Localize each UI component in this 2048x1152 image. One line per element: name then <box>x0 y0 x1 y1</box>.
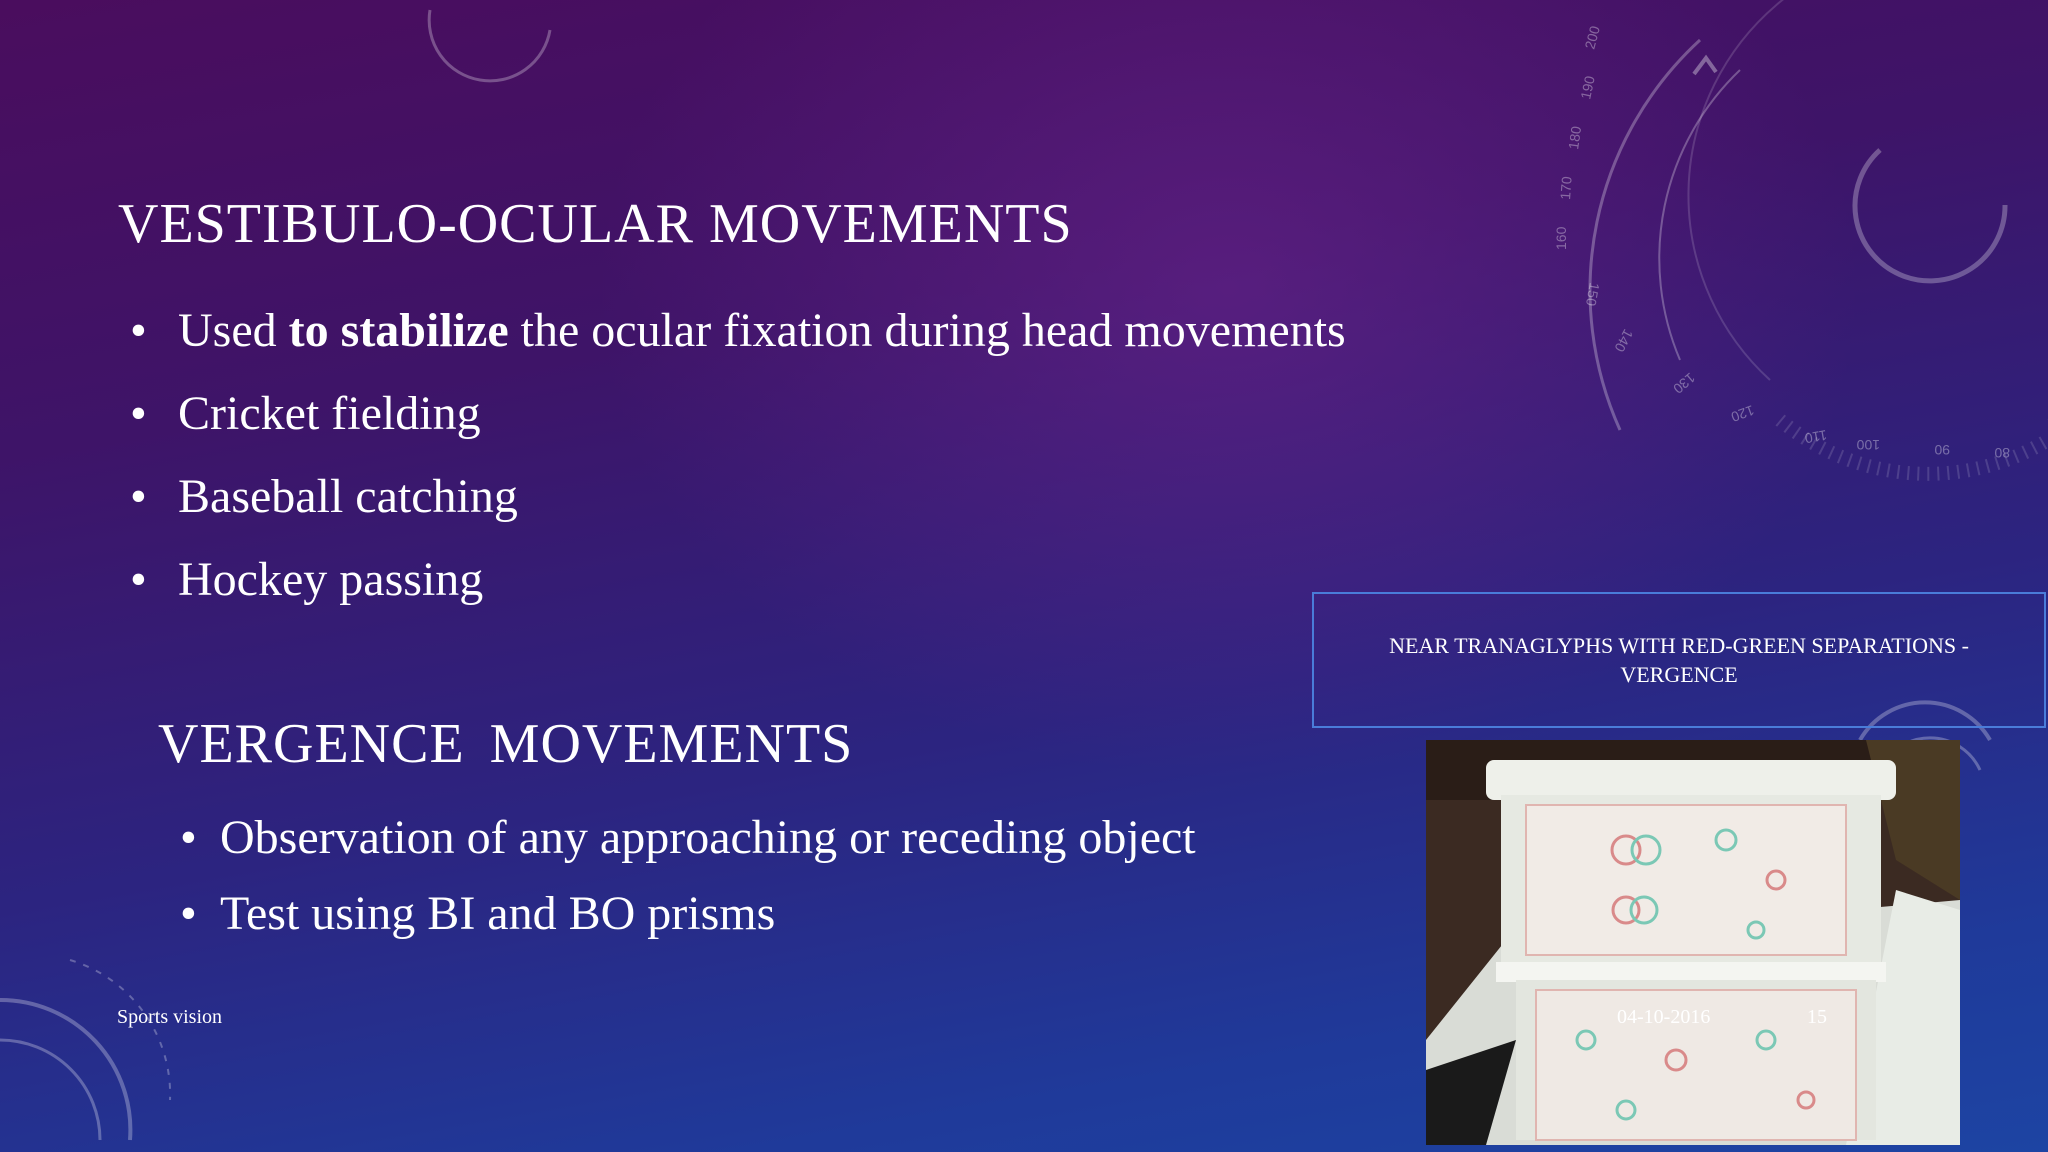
bullet-text: Observation of any approaching or receding object <box>220 811 1196 864</box>
section-title-vergence: VERGENCE MOVEMENTS <box>158 713 854 775</box>
footer-page-number: 15 <box>1807 1006 1827 1028</box>
bullet-item <box>130 383 1346 466</box>
bullet-bold-text: to stabilize <box>288 304 509 357</box>
dial-number: 110 <box>1803 427 1829 447</box>
tranaglyph-photo-drawing <box>1426 740 1960 1145</box>
bullet-text: Cricket fielding <box>178 387 481 440</box>
bullet-dot-icon: • <box>180 811 197 864</box>
vergence-bullet-list <box>180 808 1196 960</box>
dial-number: 120 <box>1729 402 1757 426</box>
bullet-item <box>130 466 1346 549</box>
dial-arc-faint <box>1688 0 2048 420</box>
bullet-dot-icon: • <box>130 470 147 523</box>
dial-number: 100 <box>1856 437 1880 453</box>
bullet-dot-icon: • <box>130 304 147 357</box>
dial-number: 190 <box>1577 74 1598 101</box>
dial-number: 180 <box>1565 125 1585 151</box>
dial-small-circle <box>1855 150 2005 281</box>
bullet-dot-icon: • <box>130 553 147 606</box>
dial-number: 170 <box>1557 175 1575 201</box>
tranaglyph-photo <box>1426 740 1960 1145</box>
top-arc-decoration <box>429 10 550 81</box>
bullet-dot-icon: • <box>130 387 147 440</box>
dial-number: 200 <box>1581 24 1603 51</box>
dial-number: 130 <box>1670 369 1699 397</box>
bullet-text: Baseball catching <box>178 470 518 523</box>
dial-numbers <box>1553 24 2010 461</box>
bottom-left-arc-inner <box>0 1040 100 1140</box>
bullet-text: Used <box>178 304 289 357</box>
dial-number: 140 <box>1611 326 1637 355</box>
bullet-text: Test using BI and BO prisms <box>220 887 776 940</box>
dial-arrow-icon <box>1694 58 1716 74</box>
footer-date: 04-10-2016 <box>1617 1006 1711 1028</box>
slide-title-vestibulo-ocular: VESTIBULO-OCULAR MOVEMENTS <box>118 193 1073 255</box>
bullet-item <box>130 549 1346 632</box>
bullet-text: Hockey passing <box>178 553 484 606</box>
bottom-left-dashed-arc <box>70 960 170 1100</box>
bottom-left-arc <box>0 1000 130 1140</box>
bullet-dot-icon: • <box>180 887 197 940</box>
dial-number: 90 <box>1934 442 1950 458</box>
bullet-item <box>180 808 1196 884</box>
dial-arc-outer <box>1590 40 1700 430</box>
dial-number: 160 <box>1553 226 1569 250</box>
bullet-item <box>130 300 1346 383</box>
dial-arc-inner <box>1659 70 1740 360</box>
image-caption-box <box>1312 592 2046 728</box>
dial-ticks <box>1780 420 2048 474</box>
dial-number: 80 <box>1994 445 2010 461</box>
vestibulo-ocular-bullet-list <box>130 300 1346 632</box>
dial-number: 150 <box>1582 281 1603 308</box>
bullet-text: the ocular fixation during head movements <box>508 304 1346 357</box>
bullet-item <box>180 884 1196 960</box>
footer-title: Sports vision <box>117 1006 223 1028</box>
image-caption: NEAR TRANAGLYPHS WITH RED-GREEN SEPARATIONS - VERGENCE <box>1389 633 1969 687</box>
